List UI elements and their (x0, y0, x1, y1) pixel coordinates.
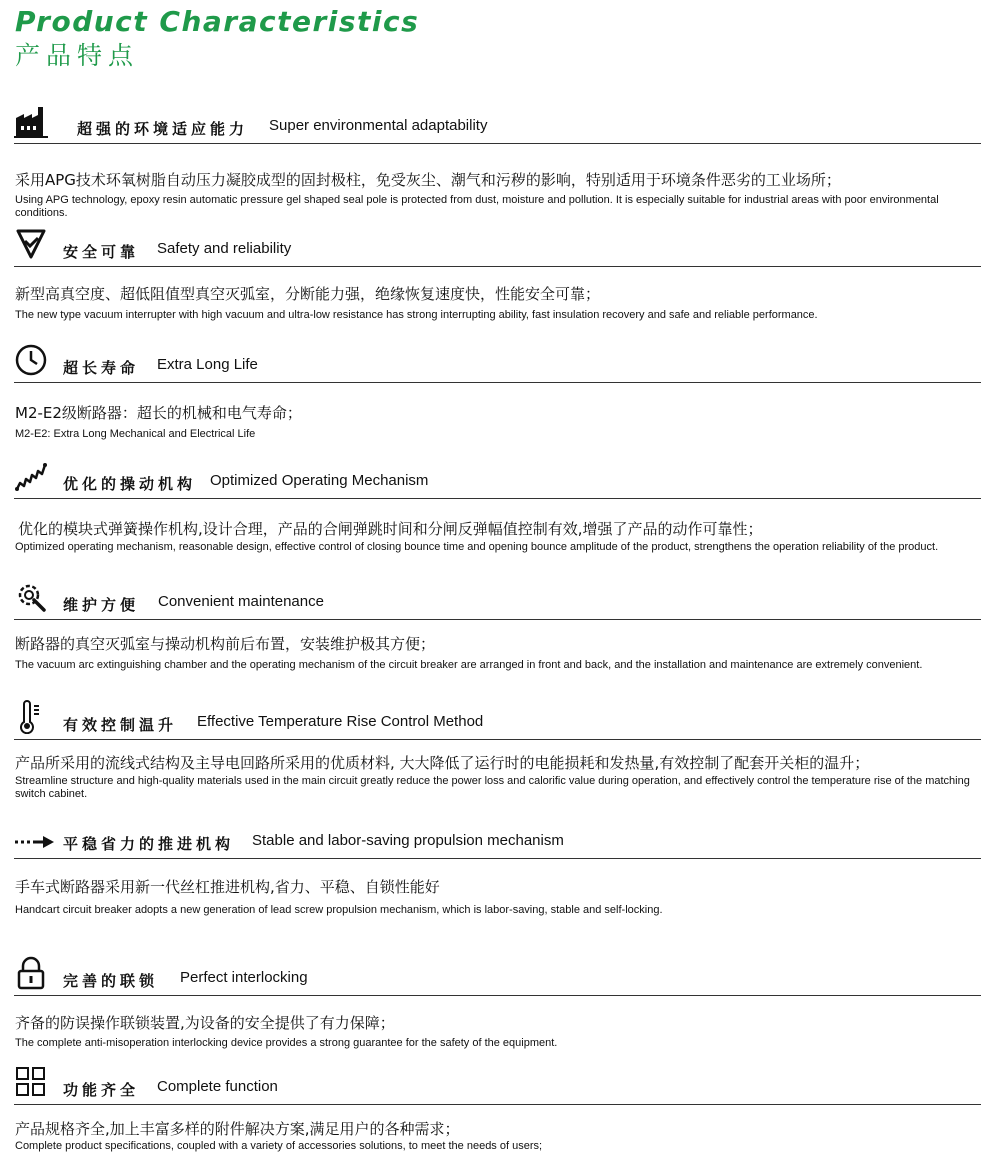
feature-title-en: Super environmental adaptability (269, 117, 488, 134)
feature-desc-en: The vacuum arc extinguishing chamber and the operating mechanism of the circuit breaker are arranged in front and back, and the installation and maintenance are extremely convenient. (15, 659, 923, 671)
feature-desc-en: Handcart circuit breaker adopts a new generation of lead screw propulsion mechanism, which is labor-saving, stable and self-locking. (15, 904, 663, 916)
feature-desc-zh: 产品规格齐全,加上丰富多样的附件解决方案,满足用户的各种需求； (15, 1120, 460, 1138)
feature-desc-zh: 产品所采用的流线式结构及主导电回路所采用的优质材料, 大大降低了运行时的电能损耗和发热量,有效控制了配套开关柜的温升； (15, 754, 870, 772)
page-title: Product Characteristics (15, 5, 420, 38)
feature-desc-en: Complete product specifications, coupled with a variety of accessories solutions, to meet the needs of users; (15, 1140, 543, 1152)
feature-title-zh: 完善的联锁 (63, 972, 159, 990)
feature-title-zh: 平稳省力的推进机构 (63, 835, 235, 853)
section-divider (14, 995, 981, 996)
lock-icon (14, 956, 48, 990)
feature-title-zh: 超强的环境适应能力 (77, 120, 249, 138)
feature-title-zh: 有效控制温升 (63, 716, 178, 734)
section-divider (14, 498, 981, 499)
feature-title-en: Optimized Operating Mechanism (210, 472, 429, 489)
feature-desc-zh: 手车式断路器采用新一代丝杠推进机构,省力、平稳、自锁性能好 (15, 878, 440, 896)
section-divider (14, 266, 981, 267)
section-divider (14, 143, 981, 144)
feature-desc-en: The new type vacuum interrupter with high vacuum and ultra-low resistance has strong interrupting ability, fast insulation recovery and safe and reliable performance. (15, 309, 818, 321)
section-divider (14, 619, 981, 620)
feature-title-en: Extra Long Life (157, 356, 258, 373)
section-divider (14, 858, 981, 859)
feature-title-en: Convenient maintenance (158, 593, 324, 610)
grid-icon (14, 1065, 48, 1099)
feature-title-en: Effective Temperature Rise Control Method (197, 713, 484, 730)
spring-icon (14, 459, 48, 493)
section-divider (14, 382, 981, 383)
feature-title-zh: 超长寿命 (63, 359, 140, 377)
arrow-right-icon (14, 819, 56, 853)
feature-title-zh: 功能齐全 (63, 1081, 140, 1099)
section-divider (14, 1104, 981, 1105)
feature-desc-en: Using APG technology, epoxy resin automatic pressure gel shaped seal pole is protected from dust, moisture and pollution. It is especially suitable for industrial areas with poor environmental conditions. (15, 194, 939, 219)
gear-wrench-icon (14, 580, 48, 614)
feature-desc-zh: M2-E2级断路器：超长的机械和电气寿命； (15, 404, 302, 422)
feature-desc-en: The complete anti-misoperation interlocking device provides a strong guarantee for the safety of the equipment. (15, 1037, 558, 1049)
clock-icon (14, 343, 48, 377)
feature-title-en: Complete function (157, 1078, 278, 1095)
feature-title-zh: 优化的操动机构 (63, 475, 197, 493)
feature-title-zh: 维护方便 (63, 596, 140, 614)
feature-title-en: Perfect interlocking (180, 969, 308, 986)
feature-title-zh: 安全可靠 (63, 243, 140, 261)
section-divider (14, 739, 981, 740)
factory-icon (14, 104, 48, 138)
feature-desc-zh: 断路器的真空灭弧室与操动机构前后布置，安装维护极其方便； (15, 635, 436, 653)
feature-desc-zh: 新型高真空度、超低阻值型真空灭弧室，分断能力强，绝缘恢复速度快，性能安全可靠； (15, 285, 601, 303)
feature-desc-zh: 采用APG技术环氧树脂自动压力凝胶成型的固封极柱，免受灰尘、潮气和污秽的影响，特别适用于环境条件恶劣的工业场所； (15, 171, 841, 189)
feature-desc-en: M2-E2: Extra Long Mechanical and Electrical Life (15, 428, 256, 440)
feature-title-en: Safety and reliability (157, 240, 292, 257)
feature-title-en: Stable and labor-saving propulsion mechanism (252, 832, 564, 849)
feature-desc-en: Optimized operating mechanism, reasonable design, effective control of closing bounce time and opening bounce amplitude of the product, strengthens the operation reliability of the product. (15, 541, 939, 553)
feature-desc-en: Streamline structure and high-quality materials used in the main circuit greatly reduce the power loss and calorific value during operation, and effectively control the temperature rise of the matching switch cabinet. (15, 775, 970, 800)
feature-desc-zh: 齐备的防误操作联锁装置,为设备的安全提供了有力保障； (15, 1014, 395, 1032)
thermometer-icon (14, 700, 48, 734)
shield-icon (14, 227, 48, 261)
feature-desc-zh: 优化的模块式弹簧操作机构,设计合理，产品的合闸弹跳时间和分闸反弹幅值控制有效,增强了产品的动作可靠性； (18, 520, 763, 538)
page-subtitle: 产品特点 (15, 41, 140, 70)
